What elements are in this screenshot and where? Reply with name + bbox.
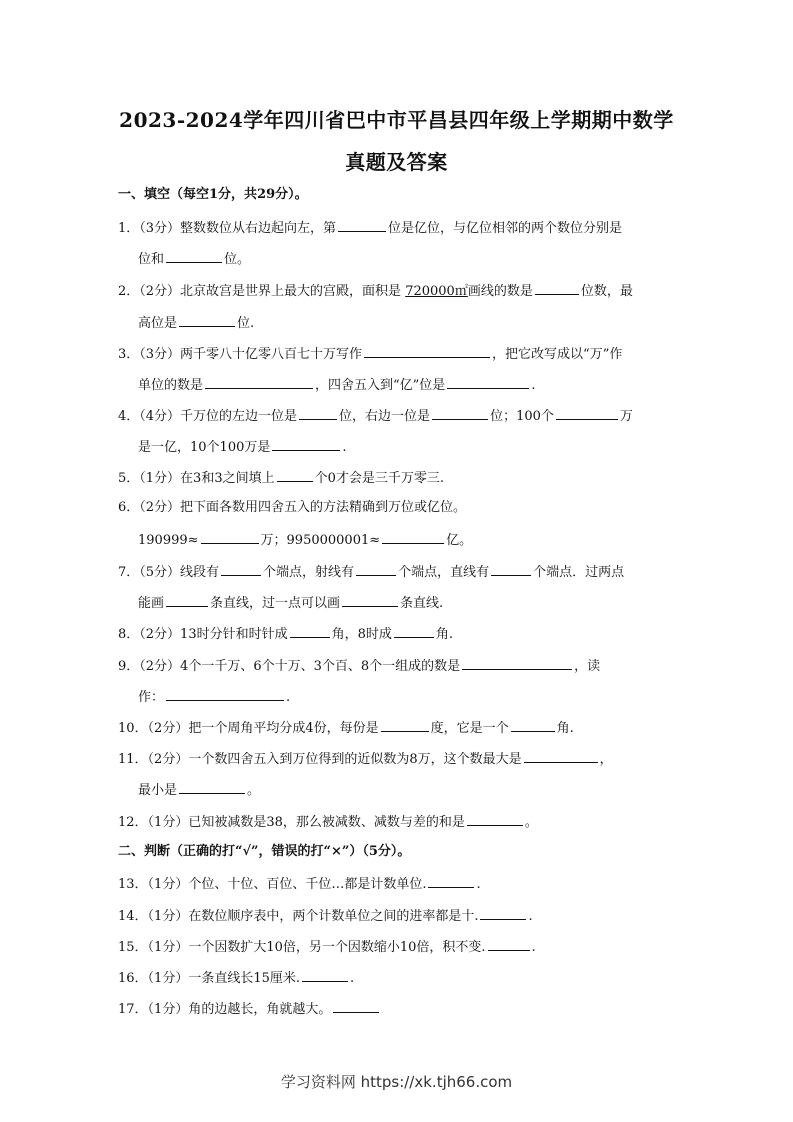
question-2-cont: 高位是 位.	[138, 313, 254, 333]
question-6-cont: 190999≈ 万；9950000001≈ 亿。	[138, 530, 472, 550]
underlined-number: 720000㎡	[405, 284, 468, 299]
question-7: 7．（5分）线段有 个端点，射线有 个端点，直线有 个端点．过两点	[118, 562, 624, 582]
answer-blank[interactable]	[524, 749, 598, 763]
answer-blank[interactable]	[166, 249, 222, 263]
question-17: 17．（1分）角的边越长，角就越大。	[118, 999, 381, 1019]
question-10: 10．（2分）把一个周角平均分成4份，每份是 度，它是一个 角.	[118, 718, 574, 738]
answer-blank[interactable]	[394, 624, 434, 638]
question-8: 8．（2分）13时分针和时针成 角，8时成 角.	[118, 624, 453, 644]
answer-blank[interactable]	[166, 687, 284, 701]
answer-blank[interactable]	[179, 313, 235, 327]
answer-blank[interactable]	[179, 780, 245, 794]
question-13: 13．（1分）个位、十位、百位、千位…都是计数单位. .	[118, 874, 481, 894]
answer-blank[interactable]	[556, 406, 618, 420]
question-15: 15．（1分）一个因数扩大10倍，另一个因数缩小10倍，积不变. .	[118, 937, 536, 957]
answer-blank[interactable]	[299, 406, 337, 420]
answer-blank[interactable]	[382, 530, 444, 544]
question-6: 6．（2分）把下面各数用四舍五入的方法精确到万位或亿位。	[118, 500, 467, 515]
answer-blank[interactable]	[205, 375, 313, 389]
answer-blank[interactable]	[290, 624, 330, 638]
answer-blank[interactable]	[342, 593, 398, 607]
answer-blank[interactable]	[356, 562, 396, 576]
section-heading-true-false: 二、判断（正确的打“√”，错误的打“×”）（5分）。	[118, 844, 411, 859]
question-4: 4．（4分）千万位的左边一位是 位，右边一位是 位；100个 万	[118, 406, 633, 426]
question-2: 2．（2分）北京故宫是世界上最大的宫殿，面积是 720000㎡画线的数是 位数，最	[118, 281, 633, 301]
answer-blank[interactable]	[201, 530, 259, 544]
question-1-cont: 位和 位。	[138, 249, 250, 269]
question-16: 16．（1分）一条直线长15厘米. .	[118, 968, 354, 988]
question-7-cont: 能画 条直线，过一点可以画 条直线.	[138, 593, 443, 613]
question-12: 12．（1分）已知被减数是38，那么被减数、减数与差的和是 。	[118, 812, 538, 832]
answer-blank[interactable]	[277, 468, 313, 482]
question-9: 9．（2分）4个一千万、6个十万、3个百、8个一组成的数是 ，读	[118, 656, 600, 676]
question-5: 5．（1分）在3和3之间填上 个0才会是三千万零三.	[118, 468, 444, 488]
answer-blank[interactable]	[488, 937, 530, 951]
answer-blank[interactable]	[432, 406, 488, 420]
answer-blank[interactable]	[221, 562, 261, 576]
answer-blank[interactable]	[535, 281, 579, 295]
question-9-cont: 作： .	[138, 687, 290, 707]
answer-blank[interactable]	[491, 562, 531, 576]
answer-blank[interactable]	[480, 906, 526, 920]
section-heading-fill-blank: 一、填空（每空1分，共29分）。	[118, 187, 308, 202]
question-14: 14．（1分）在数位顺序表中，两个计数单位之间的进率都是十. .	[118, 906, 533, 926]
answer-blank[interactable]	[428, 874, 474, 888]
question-4-cont: 是一亿，10个100万是 .	[138, 437, 347, 457]
document-title-line1: 2023-2024学年四川省巴中市平昌县四年级上学期期中数学	[119, 108, 674, 132]
document-title-line2: 真题及答案	[345, 150, 448, 174]
answer-blank[interactable]	[333, 999, 379, 1013]
question-3: 3．（3分）两千零八十亿零八百七十万写作 ，把它改写成以“万”作	[118, 344, 622, 364]
answer-blank[interactable]	[511, 718, 555, 732]
question-1: 1．（3分）整数数位从右边起向左，第 位是亿位，与亿位相邻的两个数位分别是	[118, 218, 622, 238]
answer-blank[interactable]	[381, 718, 429, 732]
footer-website-link[interactable]: 学习资料网 https://xk.tjh66.com	[280, 1073, 513, 1091]
answer-blank[interactable]	[462, 656, 572, 670]
question-11: 11．（2分）一个数四舍五入到万位得到的近似数为8万，这个数最大是 ，	[118, 749, 613, 769]
answer-blank[interactable]	[338, 218, 386, 232]
answer-blank[interactable]	[467, 812, 523, 826]
question-11-cont: 最小是 。	[138, 780, 260, 800]
question-3-cont: 单位的数是 ，四舍五入到“亿”位是 .	[138, 375, 535, 395]
answer-blank[interactable]	[166, 593, 208, 607]
answer-blank[interactable]	[447, 375, 529, 389]
answer-blank[interactable]	[364, 344, 490, 358]
answer-blank[interactable]	[272, 437, 340, 451]
answer-blank[interactable]	[302, 968, 348, 982]
